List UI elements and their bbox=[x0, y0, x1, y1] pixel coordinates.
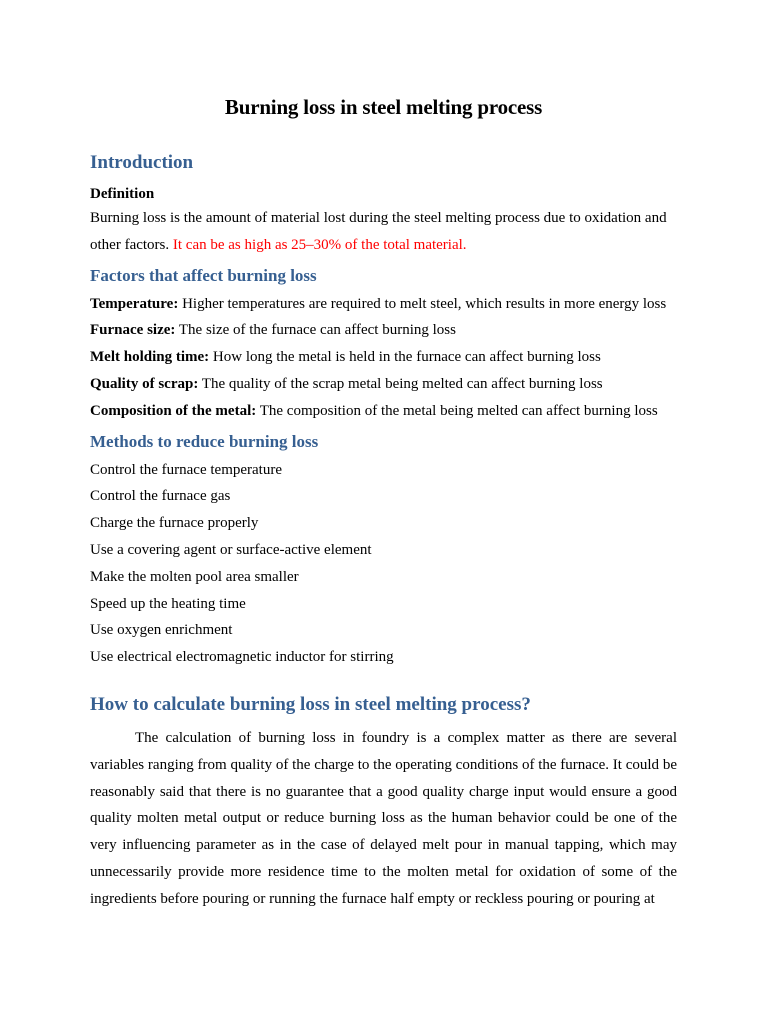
factors-list bbox=[90, 291, 677, 425]
factor-item bbox=[90, 398, 677, 425]
definition-text: Burning loss is the amount of material lost during the steel melting process due to oxidation and other factors. bbox=[90, 210, 667, 253]
factor-text: How long the metal is held in the furnace can affect burning loss bbox=[209, 349, 601, 366]
method-item: Make the molten pool area smaller bbox=[90, 568, 299, 585]
method-item: Charge the furnace properly bbox=[90, 515, 259, 532]
document-title: Burning loss in steel melting process bbox=[224, 95, 543, 119]
factor-item bbox=[90, 317, 677, 344]
factor-text: Higher temperatures are required to melt steel, which results in more energy loss bbox=[178, 295, 667, 312]
calculation-heading: How to calculate burning loss in steel melting process? bbox=[90, 693, 531, 715]
method-item: Use a covering agent or surface-active element bbox=[90, 541, 372, 558]
methods-heading: Methods to reduce burning loss bbox=[90, 431, 319, 451]
definition-paragraph bbox=[90, 205, 677, 259]
method-item: Speed up the heating time bbox=[90, 595, 246, 612]
method-item: Use electrical electromagnetic inductor for stirring bbox=[90, 649, 394, 666]
method-item: Use oxygen enrichment bbox=[90, 622, 233, 639]
factor-item bbox=[90, 371, 677, 398]
definition-subheading: Definition bbox=[90, 186, 155, 202]
factor-text: The size of the furnace can affect burning loss bbox=[175, 322, 456, 339]
factor-label: Temperature: bbox=[90, 295, 179, 312]
document-body bbox=[90, 92, 677, 928]
definition-highlight: It can be as high as 25–30% of the total material. bbox=[172, 236, 467, 253]
method-item: Control the furnace temperature bbox=[90, 461, 282, 478]
method-item: Control the furnace gas bbox=[90, 488, 231, 505]
factor-text: The composition of the metal being melted can affect burning loss bbox=[256, 402, 658, 419]
factor-label: Melt holding time: bbox=[90, 349, 210, 366]
factors-heading: Factors that affect burning loss bbox=[90, 265, 317, 285]
factor-item bbox=[90, 291, 677, 318]
factor-label: Furnace size: bbox=[90, 322, 176, 339]
factor-label: Composition of the metal: bbox=[90, 402, 257, 419]
factor-text: The quality of the scrap metal being melted can affect burning loss bbox=[198, 375, 603, 392]
calculation-paragraph: The calculation of burning loss in foundry is a complex matter as there are several variables ranging from quality of the charge to the operating conditions of the furnace. It could be reasonably said that there is no guarantee that a good quality charge input would ensure a good quality molten metal output or reduce burning loss as the human behavior could be one of the very influencing parameter as in the case of delayed melt pour in manual tapping, which may unnecessarily provide more residence time to the molten metal for oxidation of some of the ingredients before pouring or running the furnace half empty or reckless pouring or pouring at bbox=[90, 729, 677, 907]
introduction-heading: Introduction bbox=[90, 152, 194, 173]
factor-label: Quality of scrap: bbox=[90, 375, 199, 392]
factor-item bbox=[90, 344, 677, 371]
methods-list bbox=[90, 457, 677, 671]
